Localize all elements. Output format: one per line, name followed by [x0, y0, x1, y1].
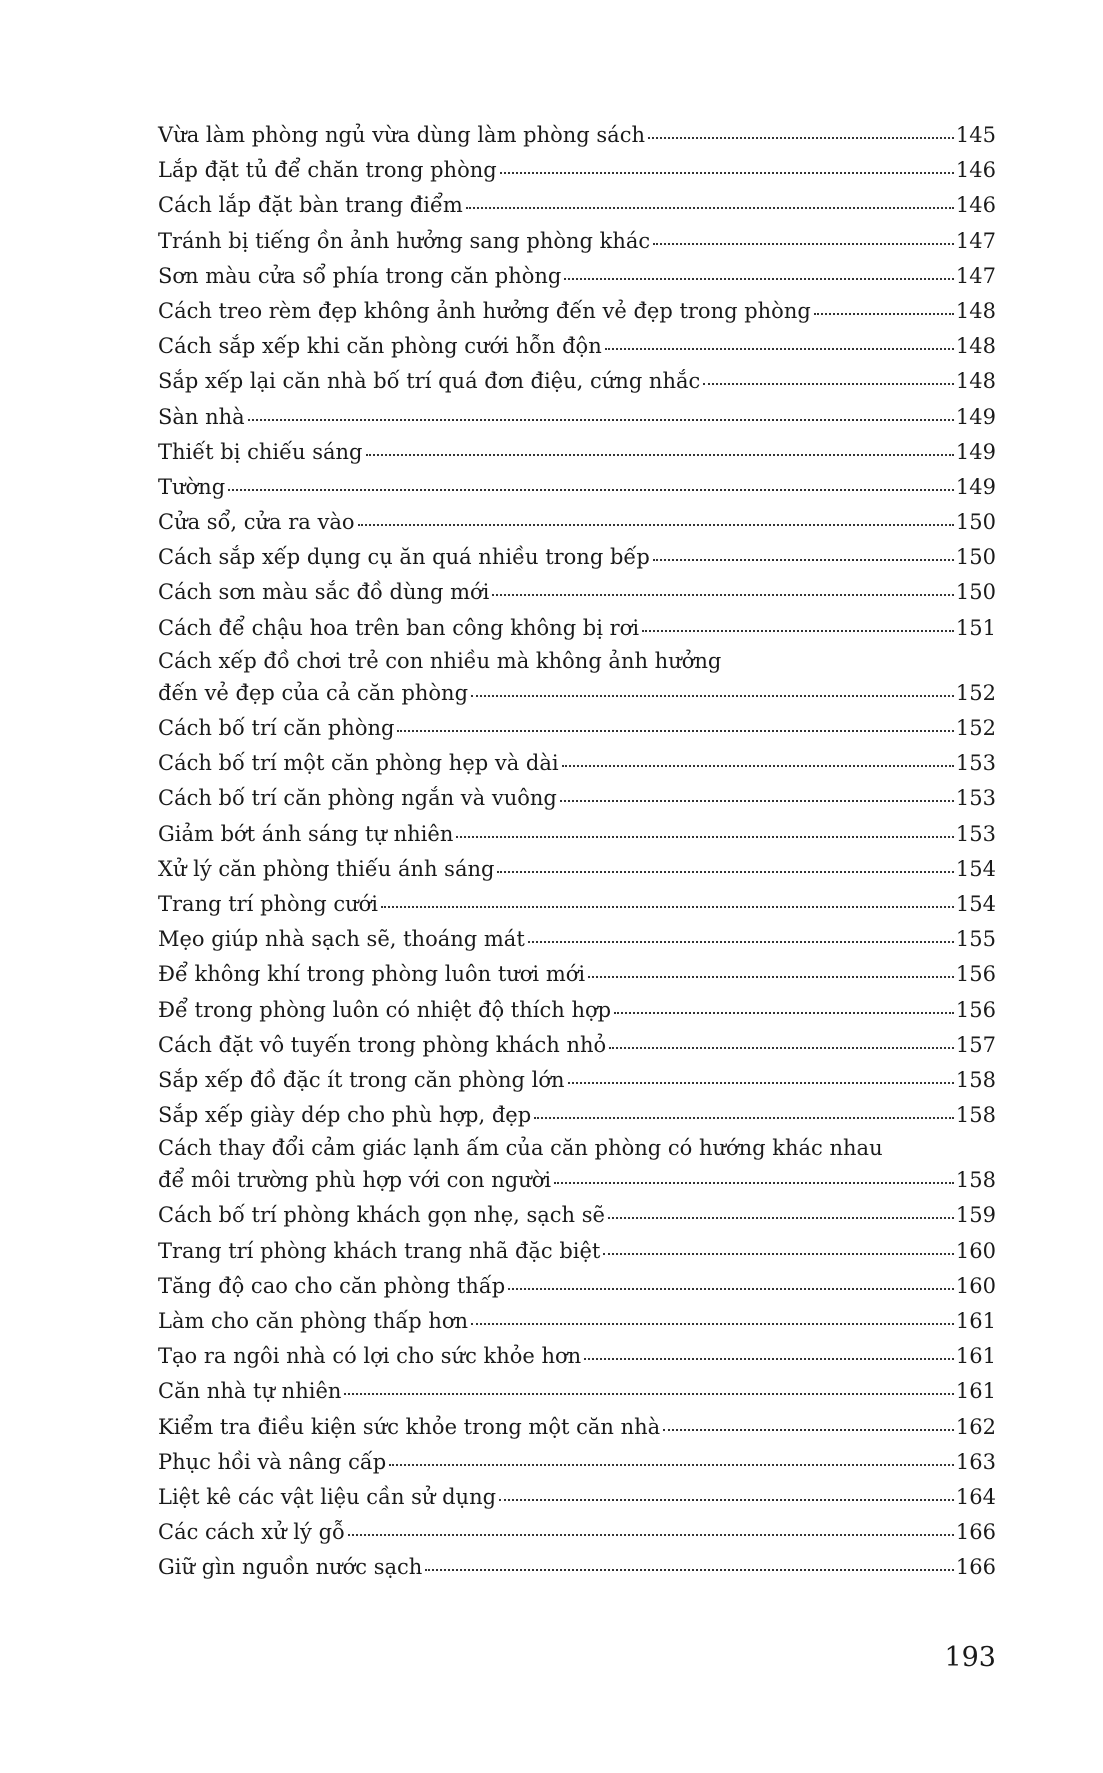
toc-entry-title: Cách bố trí phòng khách gọn nhẹ, sạch sẽ [158, 1203, 605, 1228]
dot-leader [348, 1534, 954, 1536]
toc-entry [158, 153, 996, 188]
dot-leader [366, 454, 954, 456]
toc-entry [158, 364, 996, 399]
toc-entry-page: 150 [955, 545, 996, 570]
dot-leader [499, 1499, 954, 1501]
toc-entry [158, 1234, 996, 1269]
toc-entry [158, 957, 996, 992]
dot-leader [471, 1323, 954, 1325]
toc-entry-title: Sắp xếp giày dép cho phù hợp, đẹp [158, 1103, 532, 1128]
dot-leader [603, 1253, 954, 1255]
table-of-contents [158, 118, 996, 1586]
toc-entry-title: Giữ gìn nguồn nước sạch [158, 1555, 423, 1580]
dot-leader [228, 489, 954, 491]
toc-entry-page: 148 [955, 298, 996, 323]
toc-entry-page: 162 [955, 1414, 996, 1439]
toc-entry-title: Tạo ra ngôi nhà có lợi cho sức khỏe hơn [158, 1344, 582, 1369]
toc-entry-title: Cách sắp xếp dụng cụ ăn quá nhiều trong bếp [158, 545, 650, 570]
dot-leader [554, 1182, 954, 1184]
toc-entry-title: Giảm bớt ánh sáng tự nhiên [158, 821, 454, 846]
toc-entry [158, 435, 996, 470]
dot-leader [466, 207, 954, 209]
dot-leader [703, 383, 954, 385]
dot-leader [381, 906, 954, 908]
dot-leader [500, 172, 954, 174]
toc-entry-title: Cách treo rèm đẹp không ảnh hưởng đến vẻ đẹp trong phòng [158, 298, 811, 323]
toc-entry-page: 153 [955, 751, 996, 776]
toc-entry [158, 1515, 996, 1550]
dot-leader [456, 836, 954, 838]
toc-entry-page: 145 [955, 123, 996, 147]
toc-entry-title: Kiểm tra điều kiện sức khỏe trong một căn nhà [158, 1414, 661, 1439]
toc-entry-page: 166 [955, 1555, 996, 1580]
toc-entry-page: 164 [955, 1484, 996, 1509]
toc-entry-page: 149 [955, 439, 996, 464]
dot-leader [568, 1082, 954, 1084]
toc-entry [158, 224, 996, 259]
toc-entry [158, 329, 996, 364]
toc-entry-title: Thiết bị chiếu sáng [158, 439, 363, 464]
toc-entry-page: 148 [955, 369, 996, 394]
dot-leader [814, 313, 954, 315]
toc-entry-title: Cách bố trí căn phòng [158, 716, 395, 740]
dot-leader [425, 1569, 954, 1571]
dot-leader [492, 594, 954, 596]
toc-entry-title-first-line: Cách xếp đồ chơi trẻ con nhiều mà không ảnh hưởng [158, 648, 722, 673]
toc-entry-title: Liệt kê các vật liệu cần sử dụng [158, 1484, 497, 1509]
toc-entry-page: 153 [955, 821, 996, 846]
toc-entry [158, 1550, 996, 1585]
toc-entry-title: Trang trí phòng cưới [158, 891, 378, 916]
toc-entry [158, 118, 996, 153]
toc-entry-title: Để trong phòng luôn có nhiệt độ thích hợp [158, 997, 612, 1022]
toc-entry [158, 711, 996, 746]
toc-entry [158, 575, 996, 610]
toc-entry-title: Cách bố trí căn phòng ngắn và vuông [158, 786, 557, 811]
toc-entry-page: 154 [955, 891, 996, 916]
toc-entry-title: Sắp xếp lại căn nhà bố trí quá đơn điệu, cứng nhắc [158, 369, 701, 394]
toc-entry-page: 160 [955, 1273, 996, 1298]
dot-leader [508, 1288, 954, 1290]
toc-entry-page: 153 [955, 786, 996, 811]
toc-entry-title: Vừa làm phòng ngủ vừa dùng làm phòng sách [158, 123, 645, 147]
toc-entry-page: 152 [955, 716, 996, 740]
toc-entry-title: Cách đặt vô tuyến trong phòng khách nhỏ [158, 1032, 607, 1057]
dot-leader [344, 1393, 954, 1395]
dot-leader [605, 348, 954, 350]
toc-entry [158, 781, 996, 816]
toc-entry [158, 1063, 996, 1098]
toc-entry [158, 852, 996, 887]
toc-entry-page: 158 [955, 1067, 996, 1092]
toc-entry [158, 1269, 996, 1304]
toc-entry-page: 146 [955, 193, 996, 218]
toc-entry-title: Cách bố trí một căn phòng hẹp và dài [158, 751, 559, 776]
toc-entry-page: 147 [955, 263, 996, 288]
toc-entry-page: 166 [955, 1520, 996, 1545]
dot-leader [608, 1217, 954, 1219]
toc-entry-title: Phục hồi và nâng cấp [158, 1449, 387, 1474]
toc-entry [158, 1339, 996, 1374]
toc-entry-title: Trang trí phòng khách trang nhã đặc biệt [158, 1238, 601, 1263]
toc-entry-title: Sắp xếp đồ đặc ít trong căn phòng lớn [158, 1067, 565, 1092]
toc-entry-title: Làm cho căn phòng thấp hơn [158, 1309, 469, 1333]
toc-entry-page: 156 [955, 997, 996, 1022]
toc-entry-title: Tăng độ cao cho căn phòng thấp [158, 1273, 506, 1298]
toc-entry-page: 154 [955, 856, 996, 881]
toc-entry-page: 159 [955, 1203, 996, 1228]
toc-entry-page: 149 [955, 474, 996, 499]
toc-entry-page: 158 [955, 1168, 996, 1193]
dot-leader [663, 1429, 954, 1431]
toc-entry [158, 1445, 996, 1480]
toc-entry-title: Cách lắp đặt bàn trang điểm [158, 193, 463, 218]
dot-leader [497, 871, 953, 873]
toc-entry-page: 160 [955, 1238, 996, 1263]
toc-entry-title: Các cách xử lý gỗ [158, 1520, 345, 1545]
toc-entry [158, 676, 996, 711]
toc-entry-page: 146 [955, 158, 996, 183]
toc-entry-page: 157 [955, 1032, 996, 1057]
toc-entry-page: 150 [955, 510, 996, 535]
toc-entry [158, 1028, 996, 1063]
toc-entry-title: Tường [158, 474, 226, 499]
dot-leader [397, 730, 953, 732]
dot-leader [534, 1117, 954, 1119]
dot-leader [642, 630, 954, 632]
toc-entry-title: Sàn nhà [158, 404, 245, 429]
toc-entry-title: Cách để chậu hoa trên ban công không bị rơi [158, 615, 640, 640]
dot-leader [389, 1464, 954, 1466]
dot-leader [358, 524, 954, 526]
toc-entry-page: 152 [955, 680, 996, 705]
dot-leader [653, 559, 954, 561]
toc-entry [158, 887, 996, 922]
toc-entry-title: Lắp đặt tủ để chăn trong phòng [158, 158, 497, 183]
toc-entry [158, 1304, 996, 1339]
toc-entry-title: Căn nhà tự nhiên [158, 1379, 342, 1404]
toc-entry-title: Tránh bị tiếng ồn ảnh hưởng sang phòng khác [158, 228, 651, 253]
toc-entry-page: 151 [955, 615, 996, 640]
toc-entry [158, 470, 996, 505]
toc-entry-page: 163 [955, 1449, 996, 1474]
toc-entry-page: 156 [955, 962, 996, 987]
toc-entry-title: để môi trường phù hợp với con người [158, 1168, 552, 1193]
toc-entry [158, 400, 996, 435]
toc-entry-title: Cách sắp xếp khi căn phòng cưới hỗn độn [158, 334, 602, 359]
toc-entry [158, 1198, 996, 1233]
toc-entry [158, 1098, 996, 1133]
dot-leader [609, 1047, 954, 1049]
dot-leader [648, 137, 954, 139]
dot-leader [562, 765, 954, 767]
dot-leader [614, 1012, 954, 1014]
dot-leader [584, 1358, 954, 1360]
toc-entry-title: Cửa sổ, cửa ra vào [158, 510, 355, 535]
toc-entry [158, 1410, 996, 1445]
toc-entry-line [158, 1133, 996, 1163]
toc-entry [158, 922, 996, 957]
toc-entry-page: 147 [955, 228, 996, 253]
toc-entry-page: 150 [955, 580, 996, 605]
toc-entry-title-first-line: Cách thay đổi cảm giác lạnh ấm của căn phòng có hướng khác nhau [158, 1136, 883, 1161]
dot-leader [471, 695, 954, 697]
dot-leader [653, 243, 954, 245]
toc-entry-page: 158 [955, 1103, 996, 1128]
toc-entry [158, 1163, 996, 1198]
dot-leader [248, 419, 954, 421]
toc-entry-page: 161 [955, 1344, 996, 1369]
toc-entry-page: 161 [955, 1309, 996, 1333]
toc-entry-title: Mẹo giúp nhà sạch sẽ, thoáng mát [158, 927, 525, 952]
toc-entry-line [158, 646, 996, 676]
toc-entry-page: 161 [955, 1379, 996, 1404]
toc-entry [158, 993, 996, 1028]
toc-entry [158, 817, 996, 852]
toc-entry [158, 294, 996, 329]
toc-entry [158, 188, 996, 223]
toc-entry [158, 1480, 996, 1515]
toc-entry-title: Sơn màu cửa sổ phía trong căn phòng [158, 263, 562, 288]
toc-entry-page: 149 [955, 404, 996, 429]
toc-entry-title: đến vẻ đẹp của cả căn phòng [158, 680, 469, 705]
toc-entry [158, 746, 996, 781]
toc-entry [158, 259, 996, 294]
toc-entry-title: Cách sơn màu sắc đồ dùng mới [158, 580, 490, 605]
toc-entry [158, 505, 996, 540]
toc-entry-title: Để không khí trong phòng luôn tươi mới [158, 962, 586, 987]
page-number: 193 [944, 1642, 996, 1673]
dot-leader [564, 278, 954, 280]
toc-entry [158, 611, 996, 646]
dot-leader [528, 941, 954, 943]
dot-leader [588, 976, 954, 978]
toc-entry [158, 1374, 996, 1409]
toc-entry-page: 155 [955, 927, 996, 952]
toc-entry [158, 540, 996, 575]
dot-leader [560, 800, 954, 802]
toc-entry-title: Xử lý căn phòng thiếu ánh sáng [158, 856, 495, 881]
toc-entry-page: 148 [955, 334, 996, 359]
